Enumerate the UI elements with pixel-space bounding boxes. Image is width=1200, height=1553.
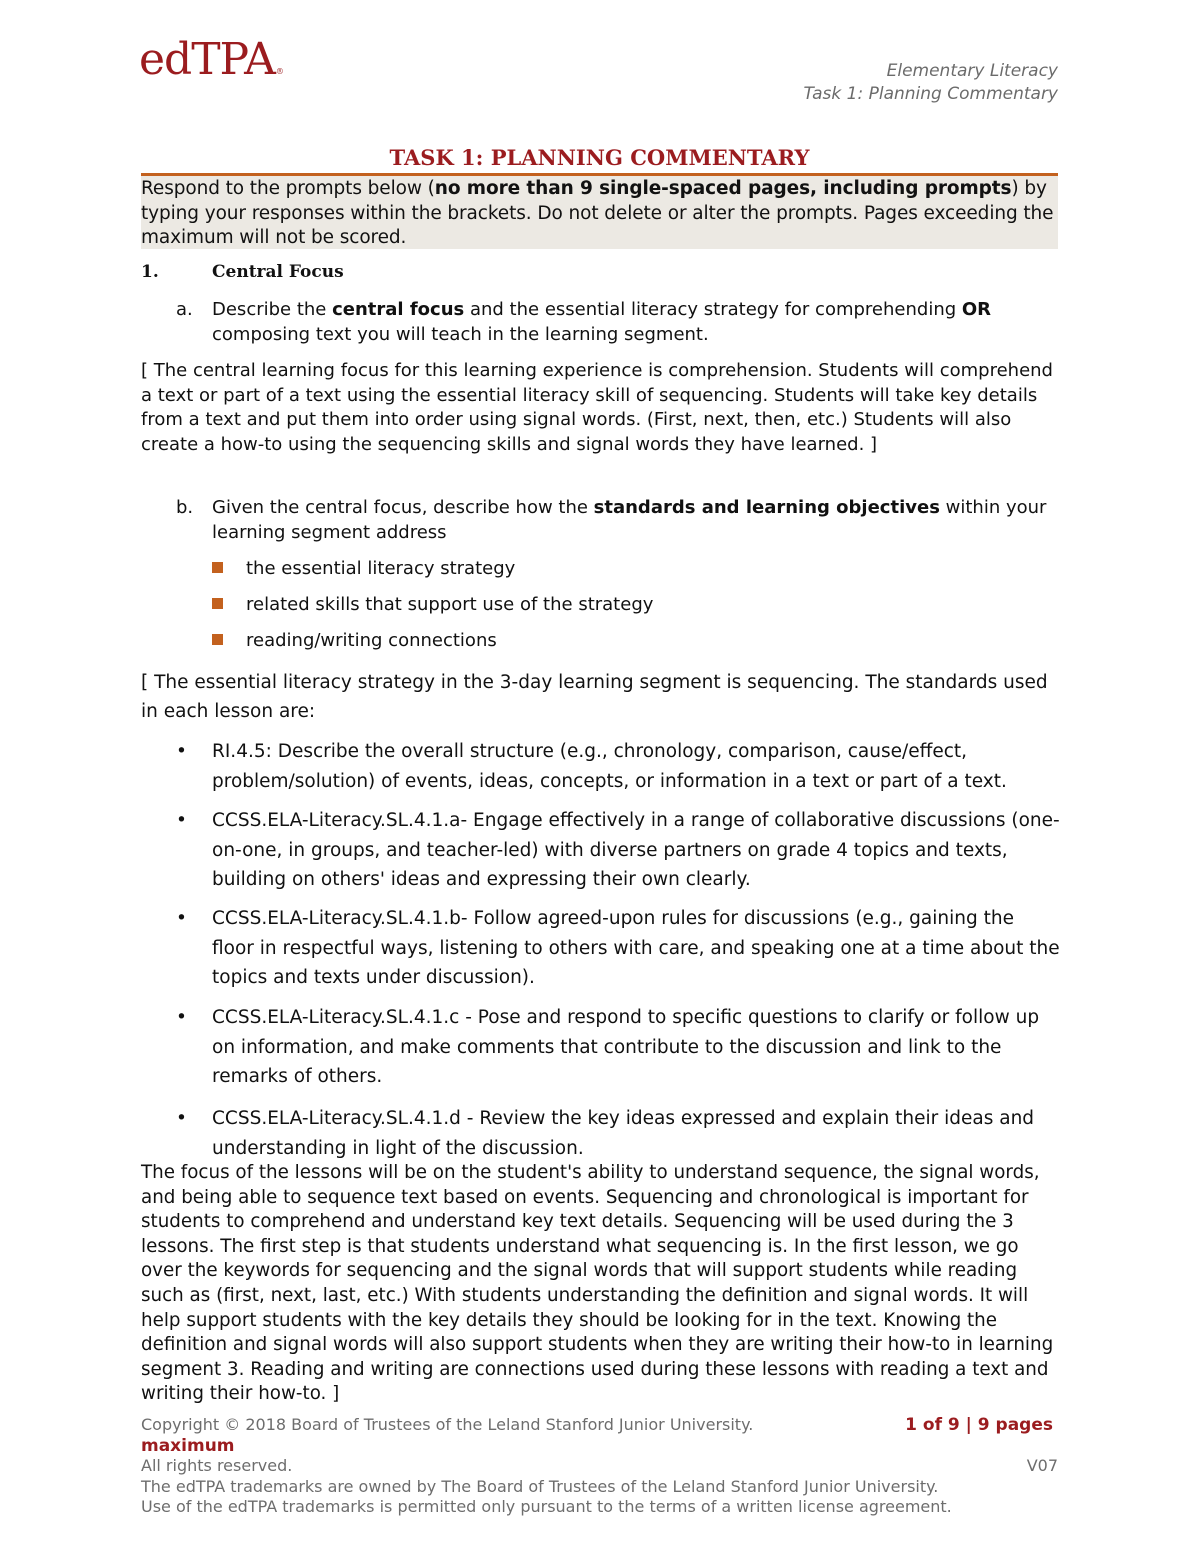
standard-text: RI.4.5: Describe the overall structure (e.g., chronology, comparison, cause/effect, problem/solution) of events, ideas, concepts, or information in a text or part of a text. [212, 741, 1007, 792]
footer-maximum: maximum [141, 1435, 235, 1456]
footer-trademark-2: Use of the edTPA trademarks is permitted only pursuant to the terms of a written license agreement. [141, 1497, 952, 1516]
square-bullet-icon [212, 562, 223, 573]
section-heading [141, 262, 344, 282]
instructions-bold: no more than 9 single-spaced pages, including prompts [434, 178, 1012, 199]
header-task: Task 1: Planning Commentary [803, 84, 1058, 104]
list-item [212, 593, 653, 617]
section-title: Central Focus [212, 262, 344, 282]
standard-item [176, 806, 1061, 895]
prompt-b-b1: standards and learning objectives [593, 497, 940, 518]
list-item-text: related skills that support use of the strategy [246, 594, 654, 615]
prompt-a-b2: OR [961, 299, 992, 320]
standard-text: CCSS.ELA-Literacy.SL.4.1.b- Follow agreed-upon rules for discussions (e.g., gaining the floor in respectful ways, listening to others with care, and speaking one at a time about the topics and texts under discussion). [212, 908, 1060, 988]
page-title: TASK 1: PLANNING COMMENTARY [389, 145, 810, 170]
prompt-b-t2: within your learning segment address [212, 497, 1047, 543]
prompt-b-text [212, 495, 1056, 545]
prompt-a-label: a. [176, 299, 193, 320]
bullet-icon: • [176, 1007, 187, 1028]
instructions-text-1: Respond to the prompts below ( [141, 178, 435, 199]
footer [141, 1415, 1058, 1518]
answer-a: [ The central learning focus for this learning experience is comprehension. Students will comprehend a text or part of a text using the essential literacy skill of sequencing. Students will take key details from a text and put them into order using signal words. (First, next, then, etc.) Students will also create a how-to using the sequencing skills and signal words they have learned. ] [141, 360, 1053, 455]
prompt-b-label: b. [176, 497, 194, 518]
bullet-icon: • [176, 810, 187, 831]
prompt-b [176, 495, 1056, 545]
standard-item [176, 737, 1061, 796]
bullet-icon: • [176, 908, 187, 929]
footer-trademark-1: The edTPA trademarks are owned by The Board of Trustees of the Leland Stanford Junior University. [141, 1476, 939, 1496]
section-number: 1. [141, 262, 159, 282]
footer-rights: All rights reserved. [141, 1456, 293, 1475]
list-item [212, 557, 515, 581]
running-header [804, 60, 1058, 106]
prompt-a-t1: Describe the [212, 299, 333, 320]
square-bullet-icon [212, 598, 223, 609]
list-item-text: the essential literacy strategy [246, 558, 516, 579]
standard-item [176, 1104, 1061, 1163]
standard-text: CCSS.ELA-Literacy.SL.4.1.d - Review the key ideas expressed and explain their ideas and understanding in light of the discussion. [212, 1108, 1035, 1159]
standard-item [176, 1003, 1061, 1092]
list-item-text: reading/writing connections [246, 630, 497, 651]
prompt-a-b1: central focus [332, 299, 465, 320]
list-item [212, 629, 497, 653]
logo-text: edTPA [139, 34, 275, 85]
prompt-a [176, 297, 1056, 347]
prompt-a-t2: and the essential literacy strategy for comprehending [464, 299, 962, 320]
instructions-box [141, 173, 1058, 249]
header-subject: Elementary Literacy [886, 61, 1058, 81]
prompt-a-text [212, 297, 1056, 347]
page-number: 1 of 9 | 9 pages [905, 1415, 1053, 1435]
footer-copyright: Copyright © 2018 Board of Trustees of the Leland Stanford Junior University. [141, 1415, 754, 1434]
bullet-icon: • [176, 1108, 187, 1129]
registered-mark: ® [275, 67, 283, 76]
answer-b-intro: [ The essential literacy strategy in the 3-day learning segment is sequencing. The standards used in each lesson are: [141, 672, 1048, 722]
footer-rights-row [141, 1456, 1058, 1477]
edtpa-logo [139, 34, 283, 85]
footer-version: V07 [1026, 1456, 1058, 1475]
answer-b-body: The focus of the lessons will be on the student's ability to understand sequence, the signal words, and being able to sequence text based on events. Sequencing and chronological is important for students to comprehend and understand key text details. Sequencing will be used during the 3 lessons. The first step is that students understand what sequencing is. In the first lesson, we go over the keywords for sequencing and the signal words that will support students while reading such as (first, next, last, etc.) With students understanding the definition and signal words. It will help support students with the key details they should be looking for in the text. Knowing the definition and signal words will also support students when they are writing their how-to in learning segment 3. Reading and writing are connections used during these lessons with reading a text and writing their how-to. ] [141, 1162, 1054, 1405]
square-bullet-icon [212, 634, 223, 645]
prompt-b-t1: Given the central focus, describe how the [212, 497, 594, 518]
standard-item [176, 904, 1061, 993]
standard-text: CCSS.ELA-Literacy.SL.4.1.c - Pose and respond to specific questions to clarify or follow up on information, and make comments that contribute to the discussion and link to the remarks of others. [212, 1007, 1040, 1087]
prompt-a-t3: composing text you will teach in the learning segment. [212, 324, 709, 345]
instructions-text-2: ) by typing your responses within the brackets. Do not delete or alter the prompts. Pages exceeding the maximum will not be scored. [141, 178, 1054, 248]
bullet-icon: • [176, 741, 187, 762]
standard-text: CCSS.ELA-Literacy.SL.4.1.a- Engage effectively in a range of collaborative discussions (one-on-one, in groups, and teacher-led) with diverse partners on grade 4 topics and texts, building on others' ideas and expressing their own clearly. [212, 810, 1060, 890]
